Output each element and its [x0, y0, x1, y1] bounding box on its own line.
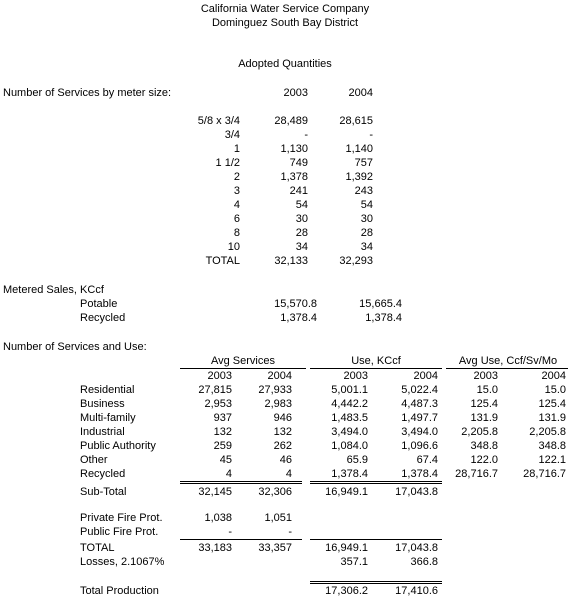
- services-2004: 946: [273, 412, 292, 424]
- use-2004: 1,096.6: [401, 440, 438, 452]
- sales-row-label: Potable: [80, 298, 118, 310]
- metered-sales-label: Metered Sales, KCcf: [3, 284, 104, 296]
- meter-size-label: 5/8 x 3/4: [197, 115, 240, 127]
- use-2004: 5,022.4: [401, 384, 438, 396]
- sales-value-2004: 15,665.4: [359, 298, 402, 310]
- use-2003: 5,001.1: [331, 384, 368, 396]
- services-2003: 33,183: [198, 542, 232, 554]
- services-2004: 33,357: [258, 542, 292, 554]
- meter-value-2004: 30: [360, 213, 373, 225]
- row-label: Public Fire Prot.: [80, 526, 159, 538]
- meter-value-2004: 1,392: [345, 171, 373, 183]
- avg-use-2003: 348.8: [470, 440, 498, 452]
- total-rule: [180, 539, 302, 540]
- use-2003: 4,442.2: [331, 398, 368, 410]
- meter-value-2004: 1,140: [345, 143, 373, 155]
- services-2003: -: [228, 526, 232, 538]
- use-2004: 67.4: [416, 454, 438, 466]
- total-rule: [310, 583, 442, 584]
- use-2003: 65.9: [346, 454, 368, 466]
- meter-size-label: 2: [233, 171, 240, 183]
- row-label: Multi-family: [80, 412, 136, 424]
- services-2003: 32,145: [198, 486, 232, 498]
- avg-use-2003: 122.0: [470, 454, 498, 466]
- use-2004: 4,487.3: [401, 398, 438, 410]
- meter-value-2003: -: [304, 129, 308, 141]
- header-underline: [180, 368, 306, 369]
- use-2004: 1,497.7: [401, 412, 438, 424]
- meter-value-2003: 749: [289, 157, 308, 169]
- meter-size-label: 10: [227, 241, 240, 253]
- total-rule: [310, 481, 442, 482]
- use-2003: 1,084.0: [331, 440, 368, 452]
- services-2004: 2,983: [264, 398, 292, 410]
- meter-section-label: Number of Services by meter size:: [3, 87, 172, 99]
- avg-use-2004: 122.1: [538, 454, 566, 466]
- use-2004: 17,043.8: [395, 486, 438, 498]
- meter-size-label: 3: [233, 185, 240, 197]
- services-2003: 937: [213, 412, 232, 424]
- avg-use-2004: 15.0: [544, 384, 566, 396]
- total-rule: [180, 481, 302, 482]
- services-2003: 1,038: [204, 512, 232, 524]
- row-label: Industrial: [80, 426, 125, 438]
- use-2004: 366.8: [410, 556, 438, 568]
- use-2003: 357.1: [340, 556, 368, 568]
- year-header: 2003: [343, 370, 368, 382]
- use-2004: 17,043.8: [395, 542, 438, 554]
- services-2004: 4: [285, 468, 292, 480]
- year-header: 2004: [348, 87, 373, 99]
- meter-size-label: TOTAL: [205, 255, 240, 267]
- meter-value-2004: 757: [354, 157, 373, 169]
- meter-size-label: 4: [233, 199, 240, 211]
- services-2003: 45: [219, 454, 232, 466]
- meter-value-2004: 28: [360, 227, 373, 239]
- meter-size-label: 6: [233, 213, 240, 225]
- row-label: Business: [80, 398, 125, 410]
- services-2004: 27,933: [258, 384, 292, 396]
- total-rule: [310, 581, 442, 582]
- sales-value-2003: 1,378.4: [280, 312, 317, 324]
- row-label: TOTAL: [80, 542, 115, 554]
- total-rule: [310, 539, 442, 540]
- use-2003: 1,483.5: [331, 412, 368, 424]
- meter-size-label: 1 1/2: [215, 157, 240, 169]
- services-2004: 132: [273, 426, 292, 438]
- avg-use-2004: 348.8: [538, 440, 566, 452]
- meter-value-2004: 54: [360, 199, 373, 211]
- meter-value-2004: 34: [360, 241, 373, 253]
- avg-use-2003: 2,205.8: [461, 426, 498, 438]
- meter-value-2003: 30: [295, 213, 308, 225]
- avg-use-2003: 131.9: [470, 412, 498, 424]
- avg-use-2004: 28,716.7: [523, 468, 566, 480]
- row-label: Residential: [80, 384, 135, 396]
- row-label: Total Production: [80, 585, 159, 597]
- services-2003: 4: [225, 468, 232, 480]
- services-2003: 259: [213, 440, 232, 452]
- use-2003: 3,494.0: [331, 426, 368, 438]
- meter-value-2004: 243: [354, 185, 373, 197]
- row-label: Sub-Total: [80, 486, 127, 498]
- meter-value-2003: 34: [295, 241, 308, 253]
- use-2003: 16,949.1: [325, 542, 368, 554]
- services-2004: 46: [279, 454, 292, 466]
- meter-value-2004: 28,615: [339, 115, 373, 127]
- group-header-avg-use: Avg Use, Ccf/Sv/Mo: [458, 355, 558, 367]
- services-2004: 1,051: [264, 512, 292, 524]
- total-rule: [180, 483, 302, 484]
- sales-value-2004: 1,378.4: [365, 312, 402, 324]
- sales-value-2003: 15,570.8: [274, 298, 317, 310]
- avg-use-2004: 2,205.8: [529, 426, 566, 438]
- use-2004: 1,378.4: [401, 468, 438, 480]
- meter-value-2003: 32,133: [274, 255, 308, 267]
- meter-value-2003: 1,378: [280, 171, 308, 183]
- services-2004: 32,306: [258, 486, 292, 498]
- row-label: Recycled: [80, 468, 126, 480]
- section-subtitle: Adopted Quantities: [238, 58, 332, 70]
- header-underline: [310, 368, 442, 369]
- services-2004: -: [288, 526, 292, 538]
- year-header: 2003: [207, 370, 232, 382]
- row-label: Losses, 2.1067%: [80, 556, 165, 568]
- use-2003: 1,378.4: [331, 468, 368, 480]
- use-2003: 16,949.1: [325, 486, 368, 498]
- row-label: Other: [80, 454, 108, 466]
- row-label: Public Authority: [80, 440, 156, 452]
- meter-value-2003: 1,130: [280, 143, 308, 155]
- avg-use-2003: 28,716.7: [455, 468, 498, 480]
- meter-value-2004: 32,293: [339, 255, 373, 267]
- meter-size-label: 1: [233, 143, 240, 155]
- meter-value-2003: 54: [295, 199, 308, 211]
- year-header: 2004: [267, 370, 292, 382]
- services-2003: 132: [213, 426, 232, 438]
- header-underline: [446, 368, 568, 369]
- avg-use-2004: 125.4: [538, 398, 566, 410]
- meter-value-2003: 241: [289, 185, 308, 197]
- meter-value-2004: -: [369, 129, 373, 141]
- use-2004: 3,494.0: [401, 426, 438, 438]
- meter-value-2003: 28,489: [274, 115, 308, 127]
- meter-size-label: 8: [233, 227, 240, 239]
- avg-use-2004: 131.9: [538, 412, 566, 424]
- meter-value-2003: 28: [295, 227, 308, 239]
- services-2003: 27,815: [198, 384, 232, 396]
- services-use-label: Number of Services and Use:: [3, 341, 147, 353]
- year-header: 2003: [473, 370, 498, 382]
- meter-size-label: 3/4: [224, 129, 240, 141]
- use-2004: 17,410.6: [395, 585, 438, 597]
- use-2003: 17,306.2: [325, 585, 368, 597]
- row-label: Private Fire Prot.: [80, 512, 163, 524]
- company-title: California Water Service Company: [200, 3, 370, 15]
- district-title: Dominguez South Bay District: [211, 17, 359, 29]
- avg-use-2003: 125.4: [470, 398, 498, 410]
- avg-use-2003: 15.0: [476, 384, 498, 396]
- sales-row-label: Recycled: [80, 312, 126, 324]
- group-header-avg-services: Avg Services: [211, 355, 275, 367]
- year-header: 2004: [541, 370, 566, 382]
- year-header: 2003: [283, 87, 308, 99]
- services-2004: 262: [273, 440, 292, 452]
- year-header: 2004: [413, 370, 438, 382]
- total-rule: [310, 483, 442, 484]
- group-header-use: Use, KCcf: [351, 355, 401, 367]
- services-2003: 2,953: [204, 398, 232, 410]
